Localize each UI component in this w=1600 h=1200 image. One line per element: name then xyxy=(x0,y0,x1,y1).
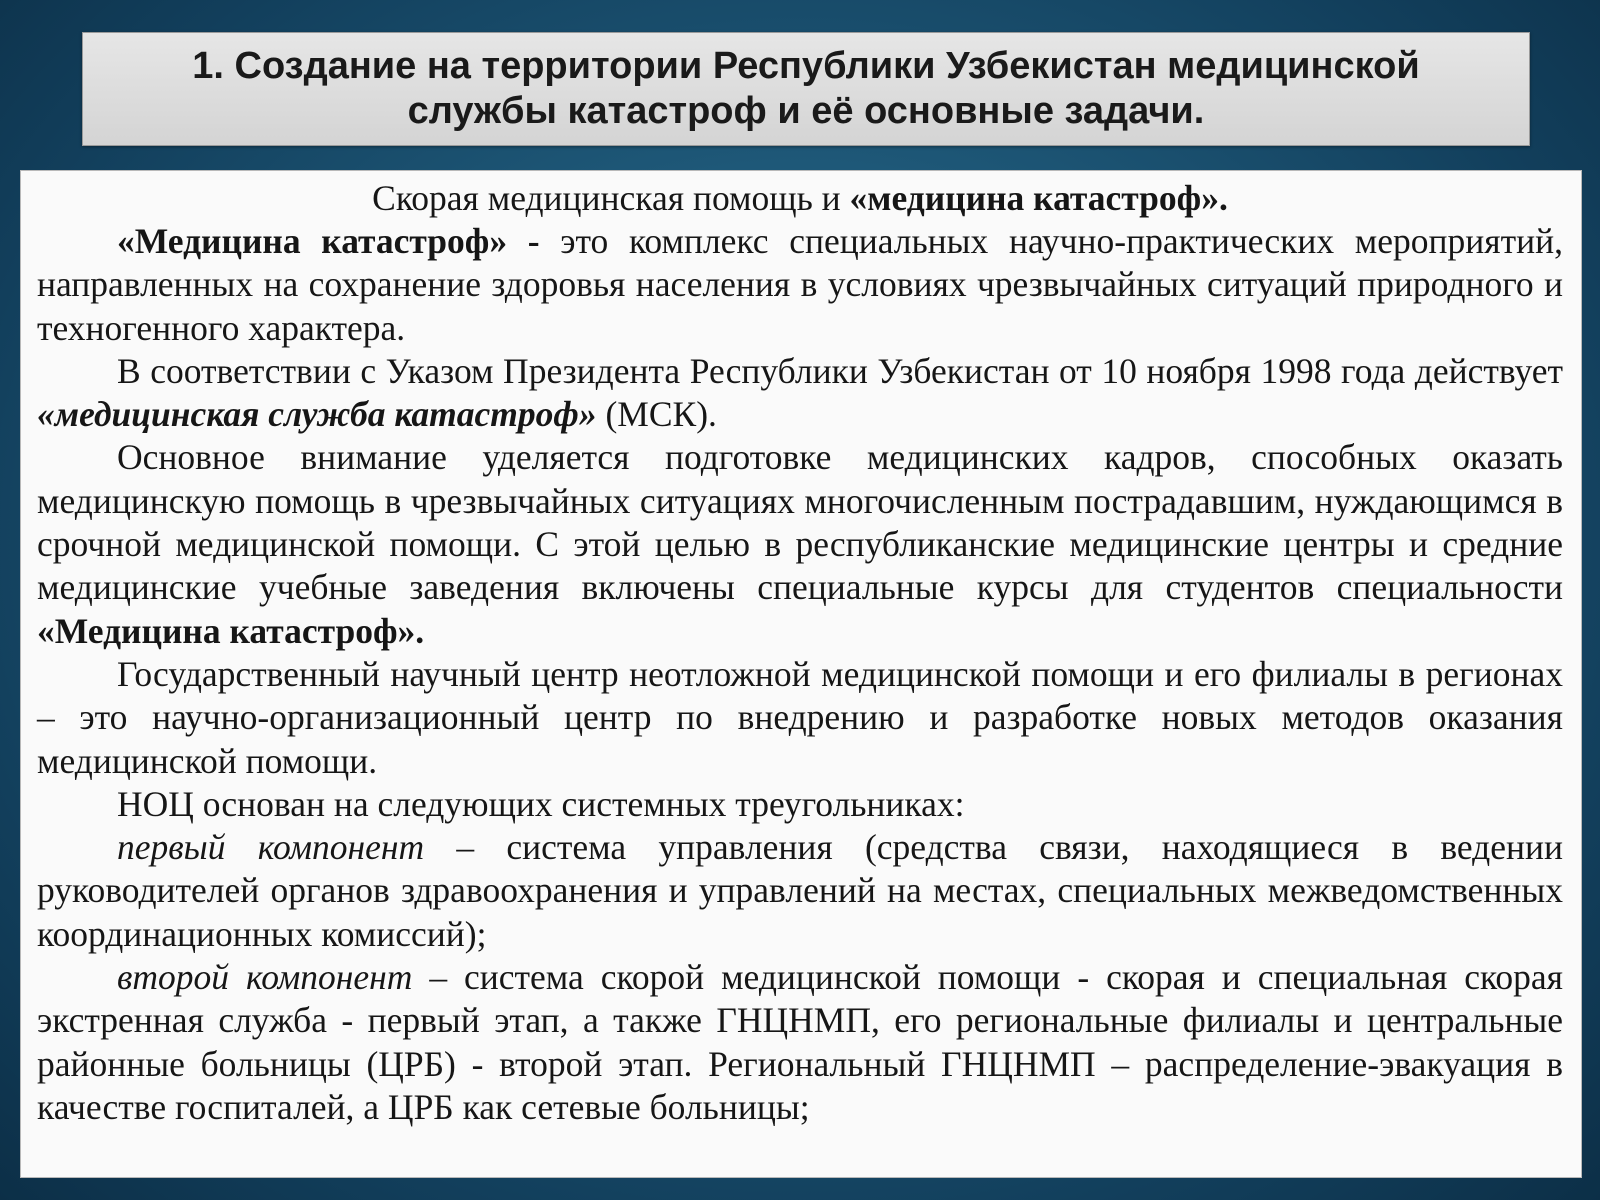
definition-text: это комплекс специальных научно-практических мероприятий, направленных на сохранение здоровья населения в условиях чрезвычайных ситуаций природного и техногенного характера. xyxy=(37,221,1563,348)
decree-text-2: (МСК). xyxy=(596,394,717,435)
subtitle-plain: Скорая медицинская помощь и xyxy=(372,178,850,218)
paragraph-component-2 xyxy=(37,956,1563,1129)
slide-title-box xyxy=(82,32,1530,146)
component-1-text: – система управления (средства связи, находящиеся в ведении руководителей органов здравоохранения и управлений на местах, специальных межведомственных координационных комиссий); xyxy=(37,827,1563,954)
slide-title-line-2: службы катастроф и её основные задачи. xyxy=(407,90,1205,132)
content-subtitle xyxy=(37,177,1563,220)
component-2-label: второй компонент xyxy=(117,957,413,998)
paragraph-noc xyxy=(37,783,1563,826)
component-1-label: первый компонент xyxy=(117,827,425,868)
paragraph-state-center xyxy=(37,653,1563,783)
training-text: Основное внимание уделяется подготовке медицинских кадров, способных оказать медицинскую помощь в чрезвычайных ситуациях многочисленным пострадавшим, нуждающимся в срочной медицинской помощи. С этой целью в республиканские медицинские центры и средние медицинские учебные заведения включены специальные курсы для студентов специальности xyxy=(37,437,1563,608)
term-msk: «медицинская служба катастроф» xyxy=(37,394,597,435)
paragraph-decree xyxy=(37,350,1563,437)
noc-text: НОЦ основан на следующих системных треугольниках: xyxy=(117,783,965,824)
paragraph-definition xyxy=(37,220,1563,350)
content-panel xyxy=(20,170,1582,1178)
slide-title-line-1: 1. Создание на территории Республики Узбекистан медицинской xyxy=(192,45,1420,87)
decree-text-1: В соответствии с Указом Президента Республики Узбекистан от 10 ноября 1998 года действует xyxy=(117,350,1563,391)
state-center-text: Государственный научный центр неотложной медицинской помощи и его филиалы в регионах – это научно-организационный центр по внедрению и разработке новых методов оказания медицинской помощи. xyxy=(37,653,1563,781)
paragraph-component-1 xyxy=(37,826,1563,956)
term-meditsina-katastrof: «Медицина катастроф» - xyxy=(117,221,540,261)
term-specialty: «Медицина катастроф». xyxy=(37,610,425,651)
component-2-text: – система скорой медицинской помощи - скорая и специальная скорая экстренная служба - первый этап, а также ГНЦНМП, его региональные филиалы и центральные районные больницы (ЦРБ) - второй этап. Региональный ГНЦНМП – распределение-эвакуация в качестве госпиталей, а ЦРБ как сетевые больницы; xyxy=(37,957,1563,1127)
subtitle-bold: «медицина катастроф». xyxy=(849,178,1228,218)
paragraph-training xyxy=(37,436,1563,652)
